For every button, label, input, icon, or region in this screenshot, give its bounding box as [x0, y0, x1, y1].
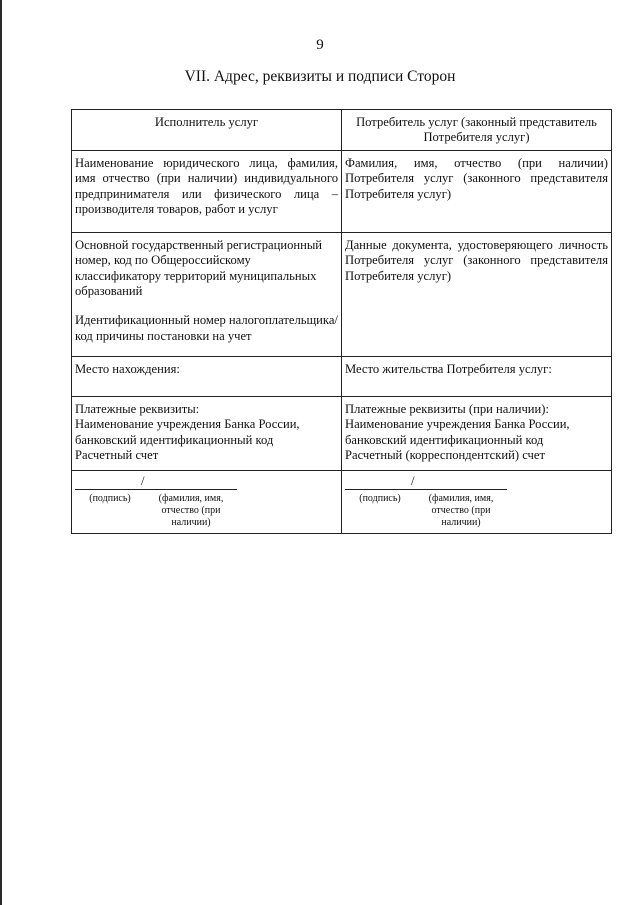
- table-row: [72, 232, 612, 356]
- provider-ogrn-text: Основной государственный регистрационный номер, код по Общероссийскому классификатору территорий муниципальных образований: [75, 237, 323, 299]
- provider-account: Расчетный счет: [75, 448, 159, 463]
- provider-signature-label: (подпись): [89, 492, 131, 504]
- header-provider: Исполнитель услуг: [72, 110, 342, 151]
- consumer-payment-title: Платежные реквизиты (при наличии):: [345, 401, 549, 416]
- provider-registration-cell: [72, 232, 342, 356]
- provider-name-cell: Наименование юридического лица, фамилия, имя отчество (при наличии) индивидуального предпринимателя или физического лица – производителя товаров, работ и услуг: [72, 150, 342, 232]
- signature-slash: /: [141, 473, 145, 488]
- provider-signature-line: [75, 473, 145, 490]
- consumer-residence-cell: Место жительства Потребителя услуг:: [342, 356, 612, 396]
- provider-name-label: (фамилия, имя, отчество (при наличии): [158, 492, 224, 528]
- provider-payment-title: Платежные реквизиты:: [75, 401, 200, 416]
- requisites-table: [71, 109, 612, 534]
- provider-name-line: [145, 476, 237, 490]
- provider-location-cell: Место нахождения:: [72, 356, 342, 396]
- consumer-signature-cell: [342, 470, 612, 533]
- section-title: VII. Адрес, реквизиты и подписи Сторон: [184, 68, 456, 85]
- header-consumer: Потребитель услуг (законный представитель Потребителя услуг): [342, 110, 612, 151]
- consumer-name-line: [415, 476, 507, 490]
- table-header-row: [72, 110, 612, 151]
- provider-signature-cell: [72, 470, 342, 533]
- consumer-signature-label: (подпись): [359, 492, 401, 504]
- consumer-name-cell: Фамилия, имя, отчество (при наличии) Потребителя услуг (законного представителя Потребителя услуг): [342, 150, 612, 232]
- page-edge: [0, 0, 2, 905]
- consumer-id-doc-cell: Данные документа, удостоверяющего личность Потребителя услуг (законного представителя Потребителя услуг): [342, 232, 612, 356]
- provider-payment-cell: [72, 396, 342, 470]
- consumer-name-label: (фамилия, имя, отчество (при наличии): [428, 492, 494, 528]
- signature-row: [72, 470, 612, 533]
- provider-bank-name: Наименование учреждения Банка России, банковский идентификационный код: [75, 417, 300, 447]
- consumer-account: Расчетный (корреспондентский) счет: [345, 448, 545, 463]
- provider-inn-text: Идентификационный номер налогоплательщика/код причины постановки на учет: [75, 313, 338, 343]
- signature-slash: /: [411, 473, 415, 488]
- consumer-bank-name: Наименование учреждения Банка России, банковский идентификационный код: [345, 417, 570, 447]
- table-row: [72, 356, 612, 396]
- table-row: [72, 396, 612, 470]
- consumer-signature-line: [345, 473, 415, 490]
- table-row: [72, 150, 612, 232]
- page-number: 9: [316, 37, 324, 53]
- consumer-payment-cell: [342, 396, 612, 470]
